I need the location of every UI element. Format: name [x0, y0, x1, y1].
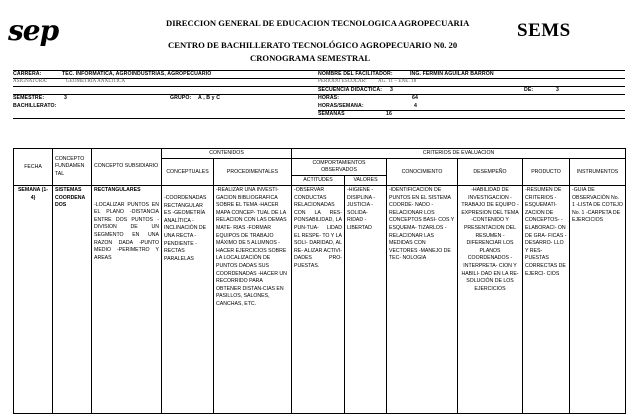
- semestre-label: SEMESTRE:: [13, 95, 45, 101]
- header-producto: PRODUCTO: [523, 159, 570, 186]
- header-conceptuales: CONCEPTUALES: [162, 159, 214, 186]
- header-contenidos: CONTENIDOS: [162, 149, 292, 159]
- header-valores: VALORES: [345, 176, 387, 186]
- header-procedimentales: PROCEDIMENTALES: [214, 159, 292, 186]
- cell-conceptuales: [162, 186, 214, 414]
- header-desempeno: DESEMPEÑO: [458, 159, 523, 186]
- semestre-value: 3: [64, 95, 67, 101]
- semanas-label: SEMANAS: [318, 111, 345, 117]
- cell-producto: -RESUMEN DE CRITERIOS -ESQUEMATI- ZACION DE CONCEPTOS- -ELABORACI- ON DE GRA- FICAS -DESARRO- LLO Y RES- PUESTAS CORRECTAS DE EJERCI- CIOS: [523, 186, 570, 414]
- bachillerato-label: BACHILLERATO:: [13, 103, 57, 109]
- asignatura-label: ASIGNATURA:: [13, 79, 48, 84]
- header-concepto-subsidiario: CONCEPTO SUBSIDIARIO: [92, 149, 162, 186]
- cell-procedimentales: -REALIZAR UNA INVESTI- GACION BIBLIOGRAFICA SOBRE EL TEMA -HACER MAPA CONCEP- TUAL DE LA RELACION CON LAS DEMAS MATE- RIAS -FORMAR EQUIPOS DE TRABAJO MÁXIMO DE 5 ALUMNOS -HACER EJERCICIOS SOBRE LA LOCALIZACIÓN DE PUNTOS DADAS SUS COORDENADAS -HACER UN RECORRIDO PARA OBTENER DISTAN-CIAS EN PASILLOS, SALONES, CANCHAS, ETC.: [214, 186, 292, 414]
- de-label: DE:: [524, 87, 534, 93]
- cell-conocimiento: -IDENTIFICACION DE PUNTOS EN EL SISTEMA COORDE- NADO -RELACIONAR LOS CONCEPTOS BASI- COS Y ESQUEMA- TIZARLOS -RELACIONAR LAS MEDIDAS CON VECTORES -MANEJO DE TEC- NOLOGIA: [387, 186, 458, 414]
- horas-label: HORAS:: [318, 95, 340, 101]
- cell-desempeno: -HABILIDAD DE INVESTIGACION -TRABAJO DE EQUIPO -EXPRESION DEL TEMA -CONTENIDO Y PRESENTACION DEL RESUMEN -DIFERENCIAR LOS PLANOS COORDENADOS -INTERPRETA- CION Y HABILI- DAD EN LA RE- SOLUCIÓN DE LOS EJERCICIOS: [458, 186, 523, 414]
- horas-semana-label: HORAS/SEMANA:: [318, 103, 364, 109]
- cell-instrumentos: -GUIA DE OBSERVACIÓN No. 1 -LISTA DE COTEJO No. 1 -CARPETA DE EJERCICIOS: [570, 186, 626, 414]
- periodo-label: PERIODO ESCOLAR:: [318, 79, 367, 84]
- header-conocimiento: CONOCIMIENTO: [387, 159, 458, 186]
- cell-valores: -HIGIENE -DISIPLINA -JUSTICIA -SOLIDA- RIDAD -LIBERTAD: [345, 186, 387, 414]
- header-comportamientos: COMPORTAMIENTOS OBSERVADOS: [292, 159, 387, 176]
- facilitador-value: ING. FERMIN AGUILAR BARRON: [410, 71, 494, 77]
- de-value: 3: [556, 87, 559, 93]
- horas-semana-value: 4: [414, 103, 417, 109]
- sep-logo: sep: [8, 14, 59, 47]
- header-instrumentos: INSTRUMENTOS: [570, 159, 626, 186]
- carrera-label: CARRERA:: [13, 71, 42, 77]
- header-fecha: FECHA: [14, 149, 53, 186]
- horas-value: 64: [412, 95, 418, 101]
- spacer: [94, 195, 159, 202]
- header-criterios: CRITERIOS DE EVALUACION: [292, 149, 626, 159]
- concepto-subsidiario-list: -LOCALIZAR PUNTOS EN EL PLANO -DISTANCIA ENTRE DOS PUNTOS -DIVISION DE UN SEGMENTO EN UNA RAZON DADA -PUNTO MEDIO -PERIMETRO Y AREAS: [94, 201, 159, 261]
- sems-logo: SEMS: [517, 20, 571, 41]
- facilitador-label: NOMBRE DEL FACILITADOR:: [318, 71, 393, 77]
- info-bottom-rule: [13, 118, 625, 119]
- periodo-value: AG. 11 – ENE. 18: [378, 79, 417, 84]
- semanas-value: 16: [386, 111, 392, 117]
- schedule-title: CRONOGRAMA SEMESTRAL: [250, 53, 371, 63]
- institution-title: CENTRO DE BACHILLERATO TECNOLÓGICO AGROPECUARIO N0. 20: [168, 40, 458, 50]
- secuencia-value: 3: [390, 87, 393, 93]
- cell-concepto-subsidiario: [92, 186, 162, 414]
- carrera-value: TEC. INFORMATICA, AGROINDUSTRIAS, AGROPECUARIO: [62, 71, 212, 77]
- asignatura-value: GEOMETRÍA ANALITICA: [66, 79, 126, 84]
- cell-concepto-fundamental: SISTEMAS COORDENA DOS: [53, 186, 92, 414]
- conceptuales-list: -COORDENADAS RECTANGULAR ES -GEOMETRÍA ANALÍTICA -INCLINACIÓN DE UNA RECTA -PENDIENTE -RECTAS PARALELAS: [164, 195, 207, 262]
- header-actitudes: ACTITUDES: [292, 176, 345, 186]
- cell-actitudes: -OBSERVAR CONDUCTAS RELACIONADAS CON LA RES- PONSABILIDAD, LA PUN-TUA- LIDAD EL RESPE- TO Y LA SOLI- DARIDAD, AL RE- ALIZAR ACTIVI- DADES PRO- PUESTAS.: [292, 186, 345, 414]
- concepto-subsidiario-title: RECTANGULARES: [94, 187, 141, 193]
- cell-fecha: SEMANA (1-4): [14, 186, 53, 414]
- secuencia-label: SECUENCIA DIDACTICA:: [318, 87, 383, 93]
- info-rule-4: [318, 110, 625, 111]
- grupo-label: GRUPO:: [170, 95, 192, 101]
- document-title: DIRECCION GENERAL DE EDUCACION TECNOLOGICA AGROPECUARIA: [166, 18, 470, 28]
- schedule-table: [13, 148, 626, 414]
- grupo-value: A , B y C: [198, 95, 221, 101]
- header-concepto-fundamental: CONCEPTO FUNDAMEN TAL: [53, 149, 92, 186]
